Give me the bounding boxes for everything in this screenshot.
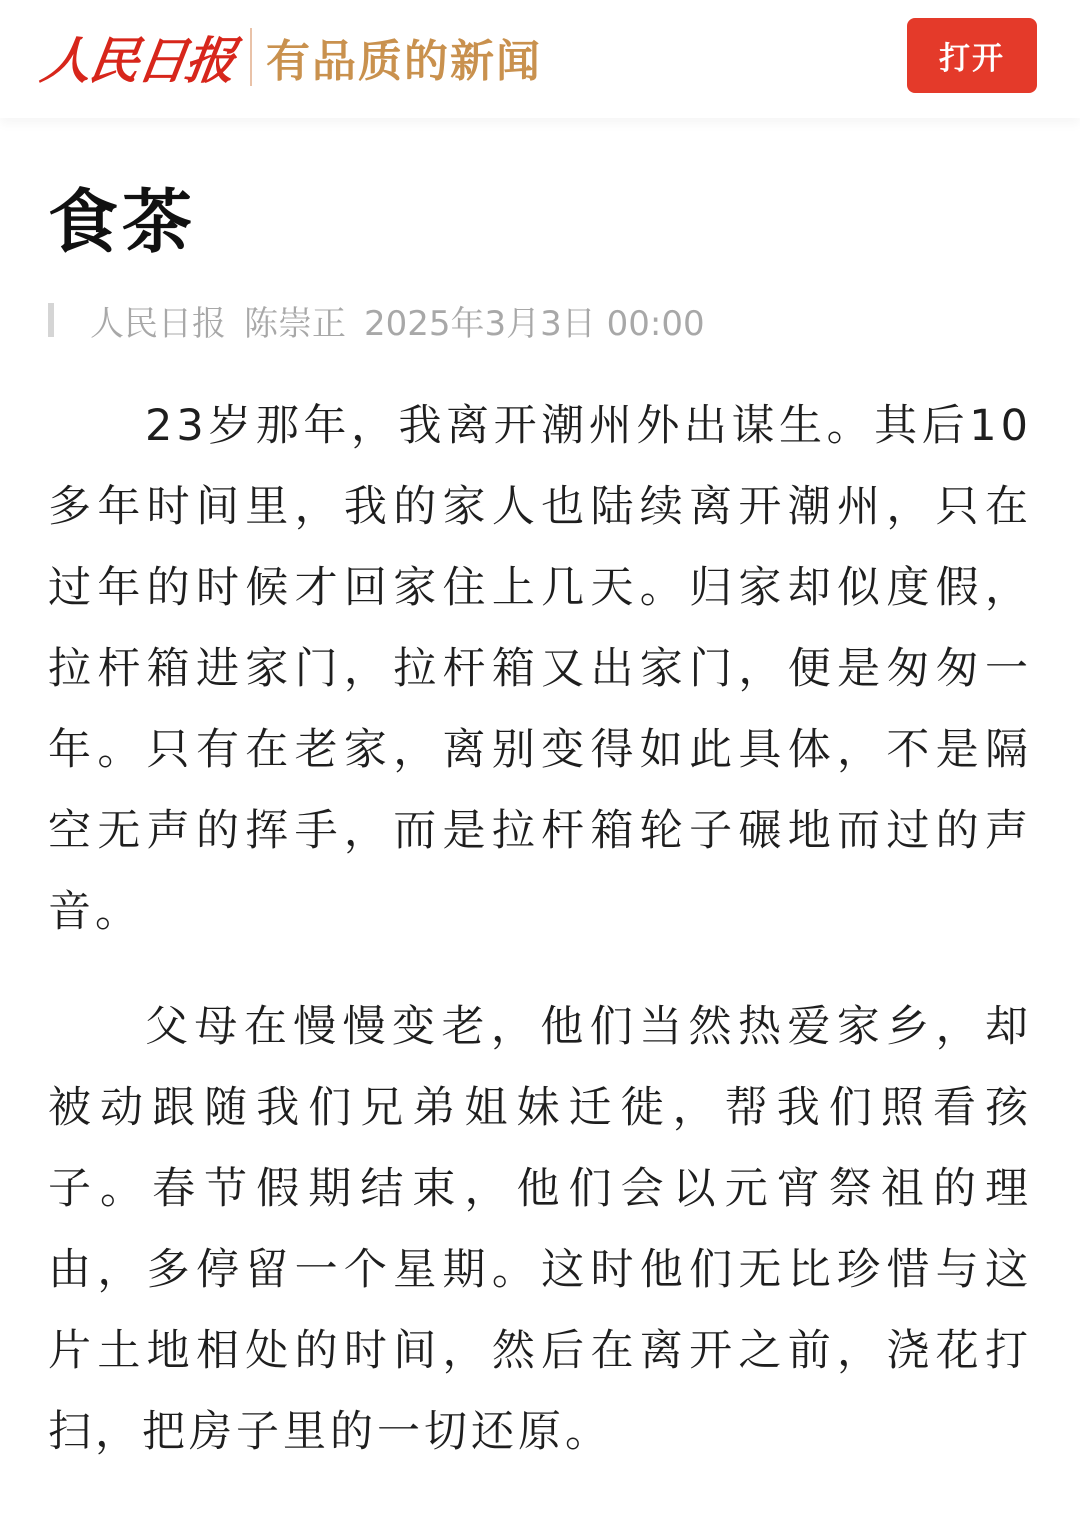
logo-divider (250, 28, 252, 86)
article-paragraph: 父母在慢慢变老，他们当然热爱家乡，却被动跟随我们兄弟姐妹迁徙，帮我们照看孩子。春节假期结束，他们会以元宵祭祖的理由，多停留一个星期。这时他们无比珍惜与这片土地相处的时间，然后在离开之前，浇花打扫，把房子里的一切还原。 (48, 1002, 1032, 1457)
app-header (0, 0, 1080, 118)
open-app-button[interactable]: 打开 (907, 18, 1037, 93)
article-paragraph: 23岁那年，我离开潮州外出谋生。其后10多年时间里，我的家人也陆续离开潮州，只在过年的时候才回家住上几天。归家却似度假，拉杆箱进家门，拉杆箱又出家门，便是匆匆一年。只有在老家，离别变得如此具体，不是隔空无声的挥手，而是拉杆箱轮子碾地而过的声音。 (48, 401, 1032, 937)
logo-slogan: 有品质的新闻 (266, 36, 542, 87)
article-source: 人民日报 (90, 303, 226, 344)
article-meta (48, 298, 705, 342)
article-date: 2025年3月3日 00:00 (364, 303, 705, 344)
article-title: 食茶 (48, 181, 196, 263)
brand-logo[interactable] (37, 22, 542, 92)
meta-accent-bar (48, 303, 54, 337)
logo-wordmark: 人民日报 (37, 31, 238, 90)
article-body (48, 386, 1032, 1507)
article-author: 陈崇正 (244, 303, 346, 344)
